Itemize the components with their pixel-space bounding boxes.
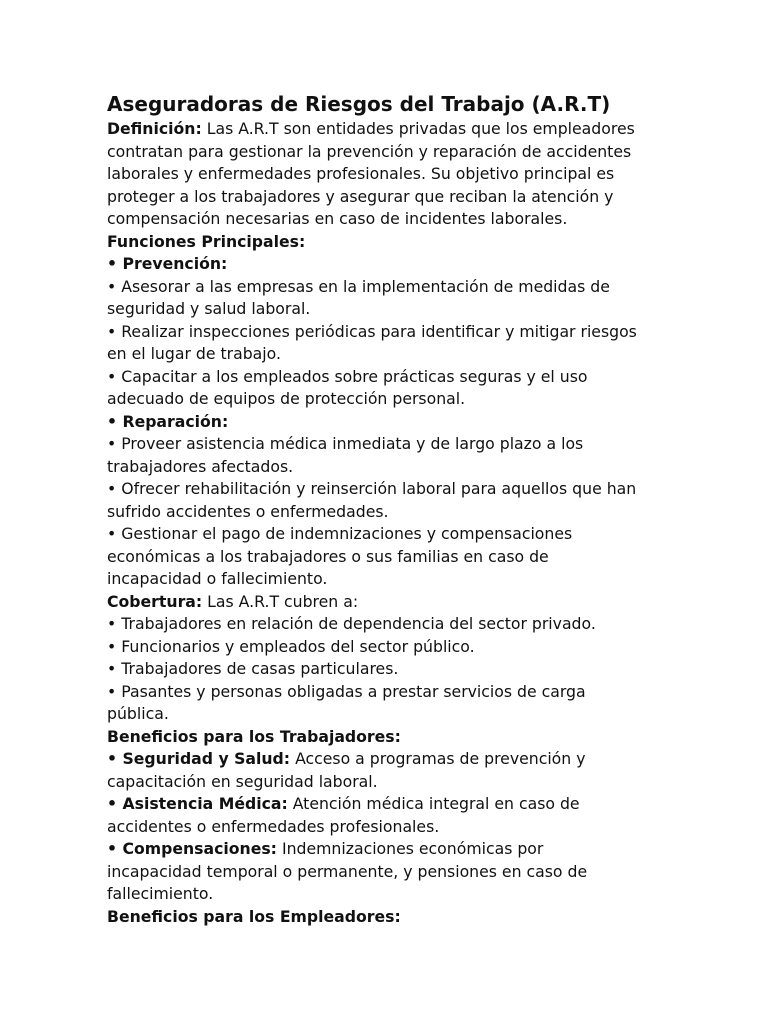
cobertura-line-intro: Cobertura: Las A.R.T cubren a: [107, 591, 359, 611]
document-body [107, 118, 687, 928]
prevencion-line-6: adecuado de equipos de protección personal. [107, 389, 466, 408]
section-heading-beneficios-empleadores: Beneficios para los Empleadores: [107, 906, 401, 926]
prevencion-line-4: en el lugar de trabajo. [107, 344, 281, 363]
definition-line-1: Definición: Las A.R.T son entidades privadas que los empleadores [107, 119, 635, 138]
section-heading-funciones: Funciones Principales: [107, 231, 306, 251]
beneficio-compensaciones-line-1: • Compensaciones: Indemnizaciones económicas por [107, 839, 544, 858]
cobertura-label: Cobertura: [107, 591, 203, 611]
definition-line-3: laborales y enfermedades profesionales. Su objetivo principal es [107, 164, 615, 183]
reparacion-line-5: • Gestionar el pago de indemnizaciones y compensaciones [107, 524, 573, 543]
reparacion-line-7: incapacidad o fallecimiento. [107, 569, 328, 588]
definition-line-2: contratan para gestionar la prevención y reparación de accidentes [107, 141, 632, 161]
reparacion-line-3: • Ofrecer rehabilitación y reinserción laboral para aquellos que han [107, 479, 637, 498]
document-title: Aseguradoras de Riesgos del Trabajo (A.R.T) [107, 92, 611, 116]
beneficio-seguridad-line-2: capacitación en seguridad laboral. [107, 771, 378, 791]
beneficio-seguridad-line-1: • Seguridad y Salud: Acceso a programas de prevención y [107, 749, 586, 768]
prevencion-line-3: • Realizar inspecciones periódicas para identificar y mitigar riesgos [107, 321, 637, 341]
document-page [107, 92, 687, 928]
prevencion-line-2: seguridad y salud laboral. [107, 299, 311, 318]
cobertura-line-5: pública. [107, 704, 169, 723]
beneficio-compensaciones-line-3: fallecimiento. [107, 884, 214, 903]
cobertura-line-3: • Trabajadores de casas particulares. [107, 659, 399, 678]
cobertura-line-2: • Funcionarios y empleados del sector público. [107, 636, 475, 656]
beneficio-asistencia-line-2: accidentes o enfermedades profesionales. [107, 816, 440, 836]
reparacion-line-1: • Proveer asistencia médica inmediata y de largo plazo a los [107, 434, 584, 453]
definition-label: Definición: [107, 119, 202, 138]
reparacion-line-2: trabajadores afectados. [107, 456, 294, 476]
reparacion-line-6: económicas a los trabajadores o sus familias en caso de [107, 546, 549, 566]
definition-line-4: proteger a los trabajadores y asegurar que reciban la atención y [107, 186, 614, 206]
section-heading-beneficios-trabajadores: Beneficios para los Trabajadores: [107, 726, 401, 746]
cobertura-line-1: • Trabajadores en relación de dependencia del sector privado. [107, 614, 596, 633]
definition-line-5: compensación necesarias en caso de incidentes laborales. [107, 209, 568, 228]
reparacion-line-4: sufrido accidentes o enfermedades. [107, 501, 389, 521]
subheading-prevencion: • Prevención: [107, 254, 228, 273]
prevencion-line-5: • Capacitar a los empleados sobre prácticas seguras y el uso [107, 366, 588, 386]
cobertura-line-4: • Pasantes y personas obligadas a prestar servicios de carga [107, 681, 586, 701]
beneficio-asistencia-line-1: • Asistencia Médica: Atención médica integral en caso de [107, 794, 580, 813]
prevencion-line-1: • Asesorar a las empresas en la implementación de medidas de [107, 276, 610, 296]
subheading-reparacion: • Reparación: [107, 411, 229, 431]
beneficio-compensaciones-line-2: incapacidad temporal o permanente, y pensiones en caso de [107, 861, 588, 881]
